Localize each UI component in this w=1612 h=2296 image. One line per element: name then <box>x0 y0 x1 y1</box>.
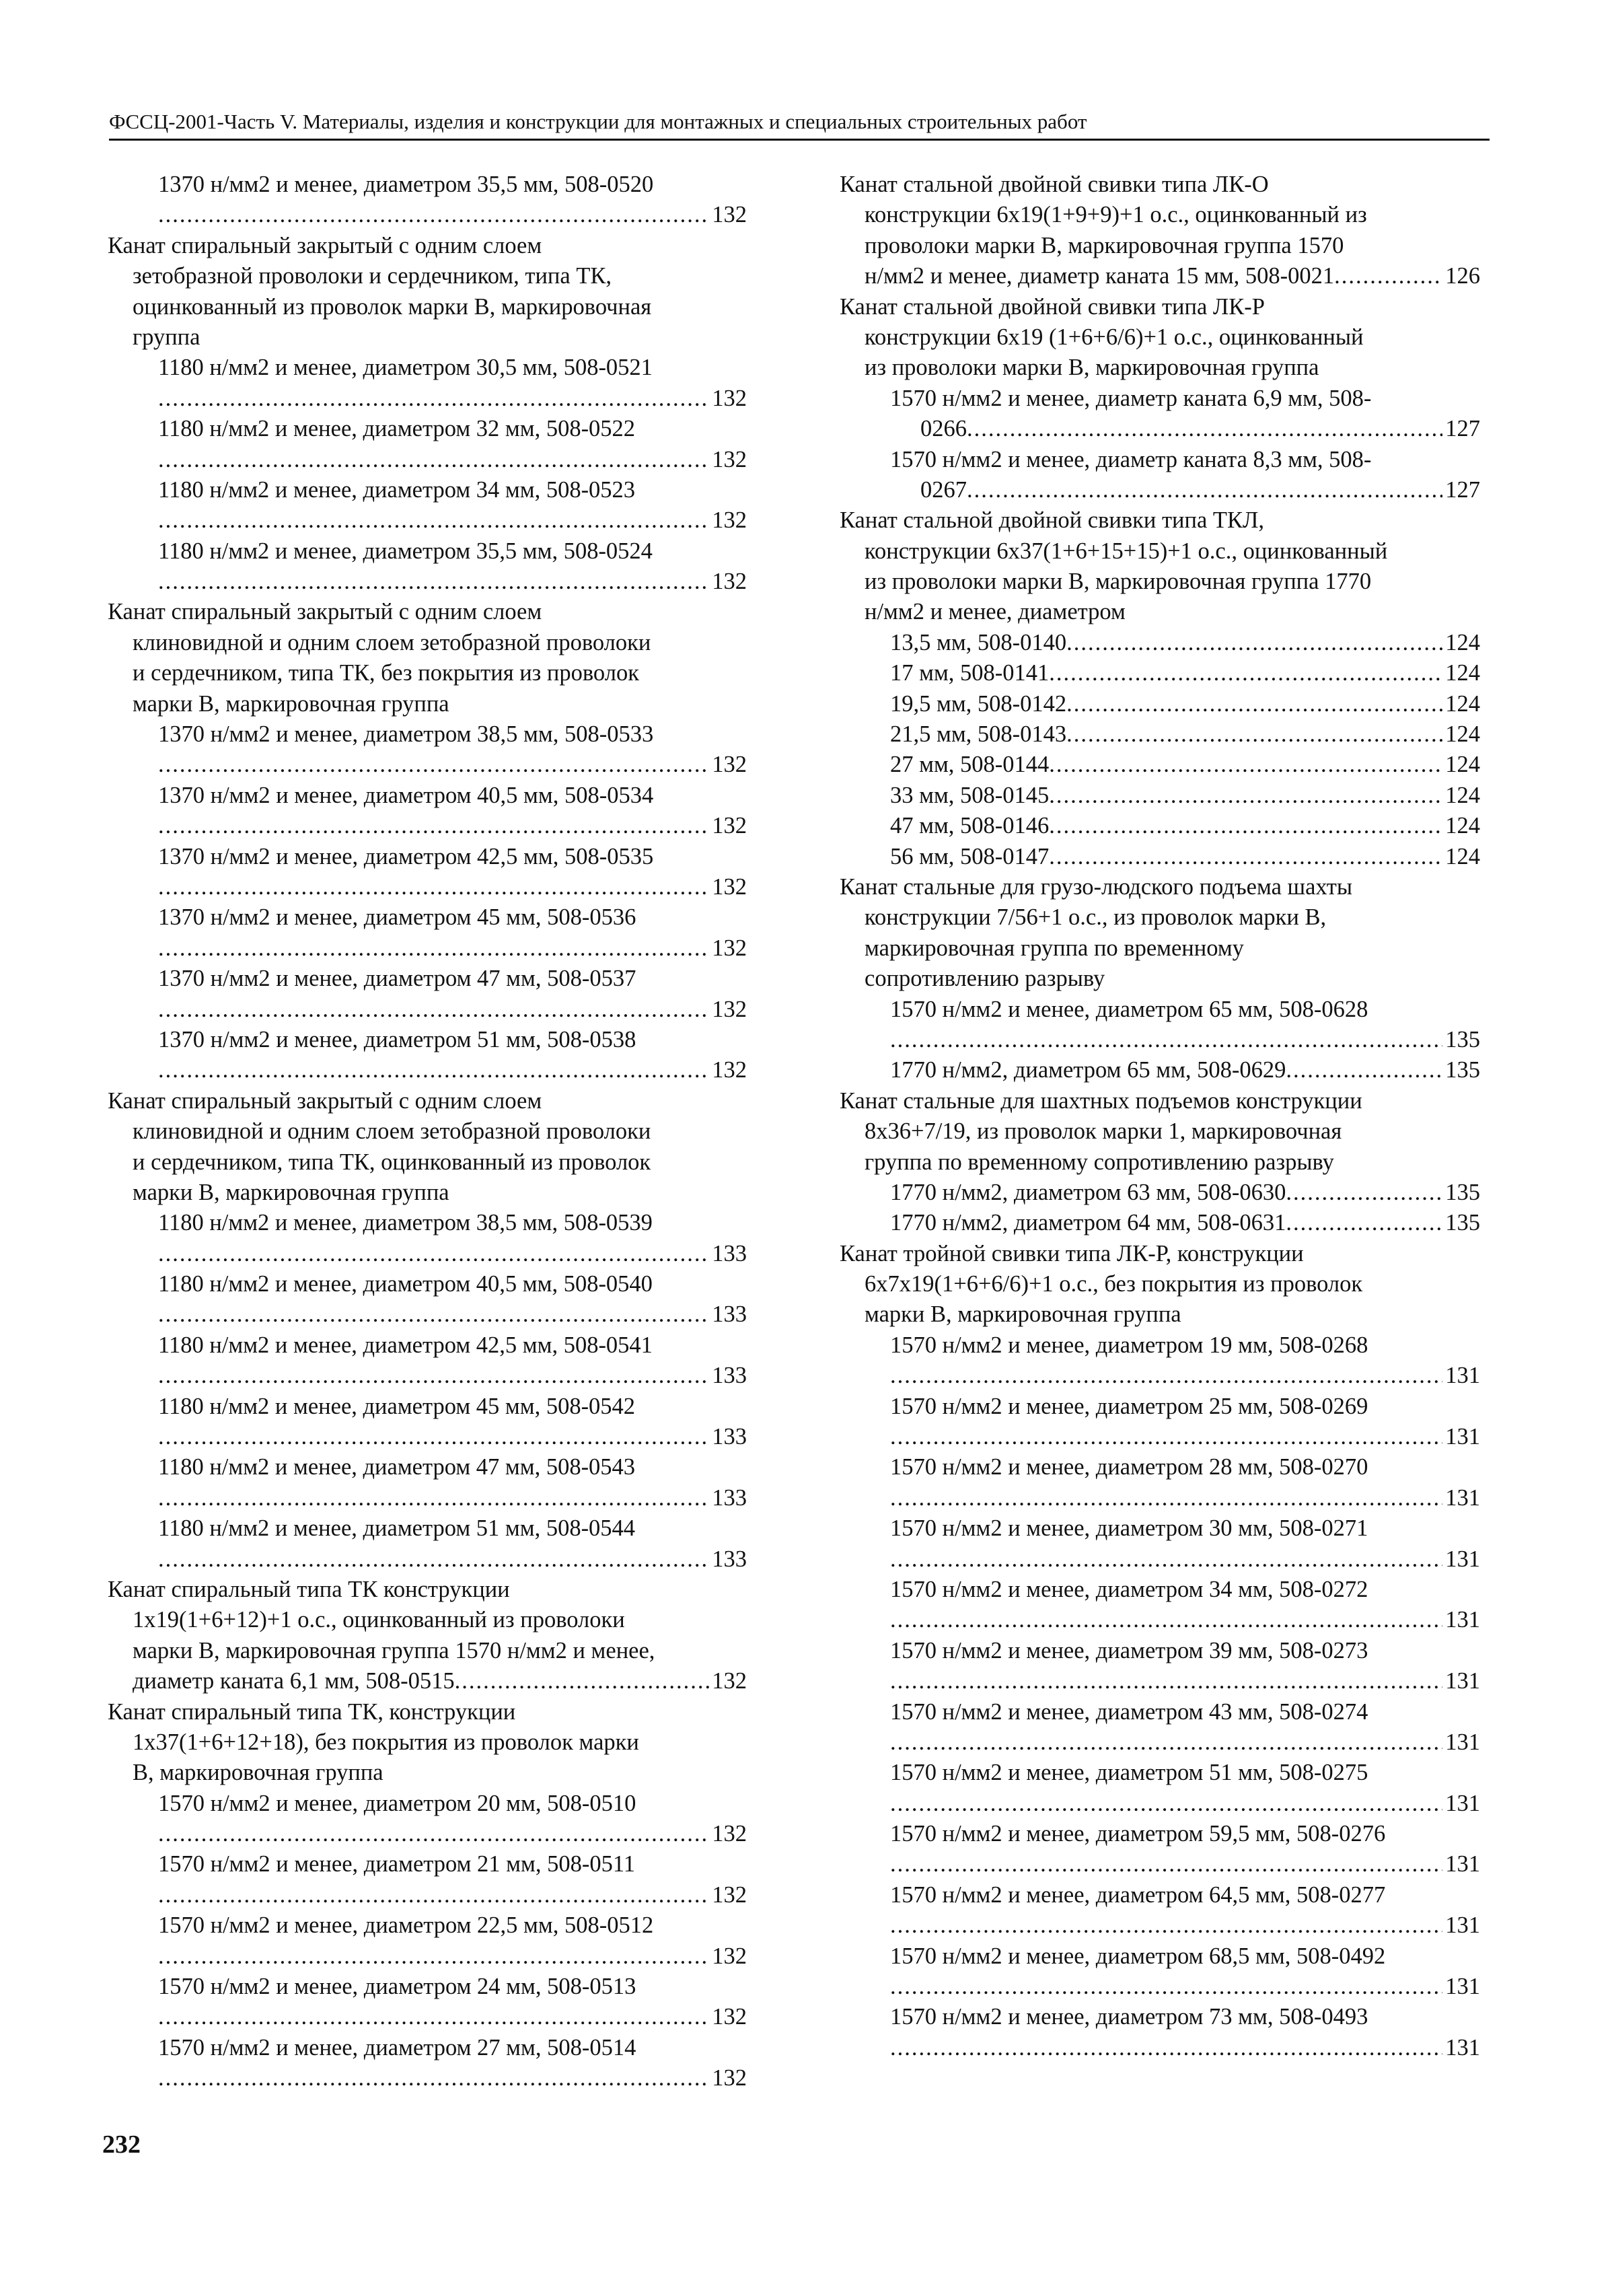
dot-leader <box>1334 261 1442 291</box>
index-subentry: 1570 н/мм2 и менее, диаметром 43 мм, 508-0274 <box>890 1698 1368 1725</box>
index-heading-line: оцинкованный из проволок марки В, маркировочная <box>133 293 652 320</box>
index-entry-page-line <box>102 384 747 414</box>
index-heading-line: группа по временному сопротивлению разрыву <box>865 1149 1334 1175</box>
index-subentry: 1570 н/мм2 и менее, диаметром 30 мм, 508-0271 <box>890 1515 1368 1542</box>
index-page-ref: 127 <box>1445 476 1480 503</box>
dot-leader <box>158 933 709 964</box>
index-entry-page-line <box>834 1849 1480 1879</box>
index-page-ref: 133 <box>712 1484 747 1511</box>
index-page-ref: 124 <box>1445 782 1480 808</box>
dot-leader <box>967 414 1442 444</box>
index-entry-page-line <box>834 689 1480 719</box>
index-heading-line: Канат стальной двойной свивки типа ЛК-О <box>840 172 1269 197</box>
index-heading-line: Канат стальные для грузо-людского подъема шахты <box>840 873 1353 900</box>
index-subentry: 1570 н/мм2 и менее, диаметром 65 мм, 508-0628 <box>890 996 1368 1022</box>
index-subentry: 1180 н/мм2 и менее, диаметром 42,5 мм, 508-0541 <box>158 1332 653 1358</box>
index-entry-page-line <box>102 505 747 536</box>
index-page-ref: 126 <box>1445 263 1480 289</box>
index-subentry: 1180 н/мм2 и менее, диаметром 32 мм, 508-0522 <box>158 416 636 442</box>
index-heading-line: конструкции 7/56+1 о.с., из проволок марки В, <box>865 904 1327 931</box>
index-page-ref: 131 <box>1445 1668 1480 1694</box>
dot-leader <box>158 811 709 841</box>
index-heading-line: 1x37(1+6+12+18), без покрытия из проволок марки <box>133 1729 639 1755</box>
index-subentry: 1370 н/мм2 и менее, диаметром 38,5 мм, 508-0533 <box>158 721 654 748</box>
index-entry-page-line <box>834 811 1480 841</box>
index-subentry: 1570 н/мм2 и менее, диаметром 28 мм, 508-0270 <box>890 1454 1368 1480</box>
index-entry-page-line <box>834 1910 1480 1941</box>
index-entry-page-line <box>834 1422 1480 1452</box>
dot-leader <box>158 1880 709 1910</box>
index-subentry: 1570 н/мм2 и менее, диаметром 21 мм, 508-0511 <box>158 1851 636 1877</box>
dot-leader <box>158 1483 709 1513</box>
index-page-ref: 133 <box>712 1363 747 1389</box>
index-page-ref: 131 <box>1445 1424 1480 1450</box>
index-heading-line: марки В, маркировочная группа <box>133 1179 449 1205</box>
index-subentry: 1570 н/мм2 и менее, диаметром 68,5 мм, 508-0492 <box>890 1943 1386 1969</box>
index-subentry: 1570 н/мм2 и менее, диаметром 19 мм, 508-0268 <box>890 1332 1368 1358</box>
dot-leader <box>158 1819 709 1849</box>
dot-leader <box>890 1910 1442 1941</box>
index-subentry: 1570 н/мм2 и менее, диаметром 59,5 мм, 508-0276 <box>890 1821 1386 1847</box>
index-heading-line: конструкции 6x19(1+9+9)+1 о.с., оцинкованный из <box>865 202 1367 228</box>
index-entry-page-line <box>102 1819 747 1849</box>
dot-leader <box>967 475 1442 505</box>
index-subentry: 1570 н/мм2 и менее, диаметром 27 мм, 508-0514 <box>158 2034 636 2060</box>
index-subentry: 1570 н/мм2 и менее, диаметр каната 8,3 мм, 508- <box>890 446 1372 472</box>
page-number: 232 <box>102 2130 141 2159</box>
index-page-ref: 131 <box>1445 1851 1480 1877</box>
dot-leader <box>890 1483 1442 1513</box>
index-page-ref: 135 <box>1445 1179 1480 1205</box>
index-entry-page-line <box>834 1789 1480 1819</box>
index-entry-page-line <box>834 750 1480 780</box>
index-entry-page-line <box>102 933 747 964</box>
index-heading-line: 8x36+7/19, из проволок марки 1, маркировочная <box>865 1118 1342 1145</box>
index-page-ref: 131 <box>1445 1974 1480 2000</box>
index-subentry: 1180 н/мм2 и менее, диаметром 45 мм, 508-0542 <box>158 1393 636 1419</box>
index-heading-line: н/мм2 и менее, диаметром <box>865 599 1126 625</box>
index-page-ref: 132 <box>712 569 747 595</box>
dot-leader <box>1286 1208 1442 1238</box>
index-page-ref: 124 <box>1445 813 1480 839</box>
dot-leader <box>1286 1055 1442 1085</box>
index-page-ref: 132 <box>712 935 747 961</box>
dot-leader <box>158 995 709 1025</box>
index-heading-line: конструкции 6x19 (1+6+6/6)+1 о.с., оцинкованный <box>865 324 1364 350</box>
index-page-ref: 127 <box>1445 416 1480 442</box>
index-entry-page-line <box>834 1208 1480 1238</box>
index-entry-page-line <box>102 200 747 230</box>
index-page-ref: 132 <box>712 385 747 411</box>
index-entry-text: 17 мм, 508-0141 <box>890 660 1050 686</box>
dot-leader <box>158 200 709 230</box>
dot-leader <box>1286 1178 1442 1208</box>
dot-leader <box>158 1422 709 1452</box>
index-page-ref: 133 <box>712 1240 747 1266</box>
index-subentry: 1180 н/мм2 и менее, диаметром 40,5 мм, 508-0540 <box>158 1271 653 1297</box>
index-heading-line: Канат спиральный закрытый с одним слоем <box>108 599 542 625</box>
dot-leader <box>1066 719 1442 750</box>
index-entry-page-line <box>834 1727 1480 1758</box>
index-entry-text: 13,5 мм, 508-0140 <box>890 629 1067 655</box>
index-subentry: 1370 н/мм2 и менее, диаметром 42,5 мм, 508-0535 <box>158 843 654 869</box>
index-entry-page-line <box>102 1941 747 1972</box>
index-column-left <box>102 170 747 2094</box>
index-heading-line: 6x7x19(1+6+6/6)+1 о.с., без покрытия из проволок <box>865 1271 1363 1297</box>
index-subentry: 1370 н/мм2 и менее, диаметром 35,5 мм, 508-0520 <box>158 172 654 197</box>
dot-leader <box>890 1849 1442 1879</box>
index-entry-text: 1770 н/мм2, диаметром 64 мм, 508-0631 <box>890 1210 1286 1236</box>
dot-leader <box>890 1605 1442 1635</box>
index-heading-line: конструкции 6x37(1+6+15+15)+1 о.с., оцинкованный <box>865 538 1388 564</box>
index-heading-line: из проволоки марки В, маркировочная группа <box>865 355 1319 381</box>
index-entry-page-line <box>834 781 1480 811</box>
dot-leader <box>1049 811 1442 841</box>
index-subentry: 1370 н/мм2 и менее, диаметром 51 мм, 508-0538 <box>158 1026 636 1052</box>
dot-leader <box>1049 658 1442 688</box>
dot-leader <box>890 1972 1442 2002</box>
index-page-ref: 135 <box>1445 1057 1480 1083</box>
index-heading-line: марки В, маркировочная группа 1570 н/мм2 и менее, <box>133 1637 655 1663</box>
dot-leader <box>158 872 709 902</box>
index-entry-text: 1770 н/мм2, диаметром 63 мм, 508-0630 <box>890 1179 1286 1205</box>
index-entry-page-line <box>102 872 747 902</box>
index-entry-page-line <box>834 1605 1480 1635</box>
index-page-ref: 133 <box>712 1546 747 1572</box>
dot-leader <box>890 1361 1442 1391</box>
index-subentry: 1370 н/мм2 и менее, диаметром 45 мм, 508-0536 <box>158 904 636 931</box>
index-entry-text: 19,5 мм, 508-0142 <box>890 690 1067 717</box>
index-page-ref: 132 <box>712 1943 747 1969</box>
index-entry-page-line <box>102 567 747 597</box>
index-heading-line: зетобразной проволоки и сердечником, типа ТК, <box>133 263 612 289</box>
index-heading-line: Канат стальные для шахтных подъемов конструкции <box>840 1087 1362 1114</box>
index-heading-line: и сердечником, типа ТК, без покрытия из проволок <box>133 660 639 686</box>
dot-leader <box>890 1727 1442 1758</box>
index-subentry: 1570 н/мм2 и менее, диаметром 24 мм, 508-0513 <box>158 1974 636 2000</box>
index-page-ref: 132 <box>712 813 747 839</box>
index-page-ref: 131 <box>1445 1729 1480 1755</box>
index-heading-line: группа <box>133 324 200 350</box>
index-subentry: 1180 н/мм2 и менее, диаметром 35,5 мм, 508-0524 <box>158 538 653 564</box>
index-entry-page-line <box>834 1972 1480 2002</box>
index-entry-page-line <box>834 628 1480 658</box>
index-entry-text: 0266 <box>920 416 967 442</box>
index-entry-page-line <box>102 750 747 780</box>
index-subentry: 1570 н/мм2 и менее, диаметром 64,5 мм, 508-0277 <box>890 1881 1386 1908</box>
index-page-ref: 135 <box>1445 1210 1480 1236</box>
index-entry-page-line <box>834 719 1480 750</box>
index-page-ref: 132 <box>712 2004 747 2030</box>
running-header: ФССЦ-2001-Часть V. Материалы, изделия и конструкции для монтажных и специальных строительных работ <box>109 108 1490 141</box>
index-page-ref: 124 <box>1445 752 1480 778</box>
index-subentry: 1180 н/мм2 и менее, диаметром 38,5 мм, 508-0539 <box>158 1210 653 1236</box>
index-page-ref: 132 <box>712 507 747 534</box>
index-entry-page-line <box>102 2063 747 2093</box>
index-heading-line: В, маркировочная группа <box>133 1760 383 1786</box>
index-heading-line: маркировочная группа по временному <box>865 935 1244 961</box>
index-page-ref: 132 <box>712 873 747 900</box>
index-entry-page-line <box>834 475 1480 505</box>
index-entry-page-line <box>834 1544 1480 1575</box>
dot-leader <box>1066 689 1442 719</box>
dot-leader <box>158 2002 709 2032</box>
index-entry-page-line <box>102 1422 747 1452</box>
index-entry-page-line <box>102 995 747 1025</box>
index-entry-page-line <box>834 658 1480 688</box>
index-page-ref: 132 <box>712 752 747 778</box>
dot-leader <box>455 1666 710 1696</box>
index-entry-page-line <box>102 1299 747 1330</box>
index-entry-text: 1770 н/мм2, диаметром 65 мм, 508-0629 <box>890 1057 1286 1083</box>
index-subentry: 1180 н/мм2 и менее, диаметром 47 мм, 508-0543 <box>158 1454 636 1480</box>
index-page-ref: 132 <box>712 202 747 228</box>
dot-leader <box>1049 750 1442 780</box>
index-entry-text: 0267 <box>920 476 967 503</box>
dot-leader <box>158 2063 709 2093</box>
index-entry-page-line <box>834 261 1480 291</box>
index-heading-line: марки В, маркировочная группа <box>133 690 449 717</box>
index-page-ref: 133 <box>712 1424 747 1450</box>
index-heading-line: клиновидной и одним слоем зетобразной проволоки <box>133 1118 651 1145</box>
index-entry-page-line <box>834 842 1480 872</box>
index-page-ref: 124 <box>1445 690 1480 717</box>
dot-leader <box>158 445 709 475</box>
index-heading-line: Канат спиральный типа ТК конструкции <box>108 1576 510 1602</box>
index-page-ref: 132 <box>712 2065 747 2091</box>
index-subentry: 1570 н/мм2 и менее, диаметром 39 мм, 508-0273 <box>890 1637 1368 1663</box>
index-entry-page-line <box>834 414 1480 444</box>
index-entry-page-line <box>834 1483 1480 1513</box>
index-entry-page-line <box>102 811 747 841</box>
index-subentry: 1570 н/мм2 и менее, диаметром 34 мм, 508-0272 <box>890 1576 1368 1602</box>
index-subentry: 1570 н/мм2 и менее, диаметром 22,5 мм, 508-0512 <box>158 1912 654 1939</box>
dot-leader <box>158 1361 709 1391</box>
index-subentry: 1370 н/мм2 и менее, диаметром 40,5 мм, 508-0534 <box>158 782 654 808</box>
index-entry-page-line <box>102 1666 747 1696</box>
index-entry-text: 27 мм, 508-0144 <box>890 752 1050 778</box>
index-entry-text: 21,5 мм, 508-0143 <box>890 721 1067 748</box>
index-page-ref: 132 <box>712 996 747 1022</box>
index-entry-page-line <box>102 1483 747 1513</box>
index-heading-line: 1x19(1+6+12)+1 о.с., оцинкованный из проволоки <box>133 1607 625 1633</box>
dot-leader <box>890 1025 1442 1055</box>
index-entry-page-line <box>102 1880 747 1910</box>
index-entry-page-line <box>102 1055 747 1085</box>
index-entry-page-line <box>102 2002 747 2032</box>
index-page-ref: 132 <box>712 1057 747 1083</box>
dot-leader <box>158 384 709 414</box>
index-page-ref: 131 <box>1445 1484 1480 1511</box>
index-subentry: 1180 н/мм2 и менее, диаметром 30,5 мм, 508-0521 <box>158 355 653 381</box>
index-entry-text: 33 мм, 508-0145 <box>890 782 1050 808</box>
index-subentry: 1570 н/мм2 и менее, диаметром 25 мм, 508-0269 <box>890 1393 1368 1419</box>
index-page-ref: 135 <box>1445 1026 1480 1052</box>
index-subentry: 1180 н/мм2 и менее, диаметром 34 мм, 508-0523 <box>158 476 636 503</box>
index-heading-line: Канат спиральный закрытый с одним слоем <box>108 1087 542 1114</box>
dot-leader <box>1049 781 1442 811</box>
index-entry-page-line <box>834 1025 1480 1055</box>
index-heading-line: сопротивлению разрыву <box>865 966 1105 992</box>
index-page-ref: 132 <box>712 446 747 472</box>
index-heading-line: Канат стальной двойной свивки типа ЛК-Р <box>840 293 1265 320</box>
dot-leader <box>158 505 709 536</box>
index-heading-line: из проволоки марки В, маркировочная группа 1770 <box>865 569 1372 595</box>
dot-leader <box>158 567 709 597</box>
index-page-ref: 132 <box>712 1668 747 1694</box>
index-heading-line: Канат спиральный типа ТК, конструкции <box>108 1698 516 1725</box>
index-entry-page-line <box>834 1178 1480 1208</box>
dot-leader <box>158 1544 709 1575</box>
dot-leader <box>890 1544 1442 1575</box>
dot-leader <box>1066 628 1442 658</box>
index-page-ref: 131 <box>1445 1790 1480 1816</box>
index-page-ref: 124 <box>1445 660 1480 686</box>
index-entry-text: 47 мм, 508-0146 <box>890 813 1050 839</box>
index-page-ref: 133 <box>712 1301 747 1328</box>
index-heading-line: Канат спиральный закрытый с одним слоем <box>108 232 542 258</box>
index-heading-line: и сердечником, типа ТК, оцинкованный из проволок <box>133 1149 651 1175</box>
index-page-ref: 124 <box>1445 721 1480 748</box>
dot-leader <box>158 1239 709 1269</box>
index-subentry: 1570 н/мм2 и менее, диаметр каната 6,9 мм, 508- <box>890 385 1372 411</box>
index-subentry: 1570 н/мм2 и менее, диаметром 51 мм, 508-0275 <box>890 1760 1368 1786</box>
dot-leader <box>890 1666 1442 1696</box>
index-heading-line: клиновидной и одним слоем зетобразной проволоки <box>133 629 651 655</box>
index-heading-line: проволоки марки В, маркировочная группа 1570 <box>865 232 1344 258</box>
index-entry-text: 56 мм, 508-0147 <box>890 843 1050 869</box>
index-page-ref: 131 <box>1445 1546 1480 1572</box>
index-entry-page-line <box>834 1055 1480 1085</box>
index-heading-line: Канат стальной двойной свивки типа ТКЛ, <box>840 507 1265 534</box>
index-subentry: 1180 н/мм2 и менее, диаметром 51 мм, 508-0544 <box>158 1515 636 1542</box>
index-heading-line: Канат тройной свивки типа ЛК-Р, конструкции <box>840 1240 1304 1266</box>
dot-leader <box>158 750 709 780</box>
index-subentry: 1570 н/мм2 и менее, диаметром 20 мм, 508-0510 <box>158 1790 636 1816</box>
index-entry-page-line <box>102 1361 747 1391</box>
index-column-right <box>834 170 1480 2063</box>
index-entry-page-line <box>102 445 747 475</box>
dot-leader <box>1049 842 1442 872</box>
dot-leader <box>890 1422 1442 1452</box>
index-page-ref: 124 <box>1445 843 1480 869</box>
index-page-ref: 131 <box>1445 1912 1480 1939</box>
index-entry-text: н/мм2 и менее, диаметр каната 15 мм, 508-0021 <box>865 263 1335 289</box>
index-page-ref: 124 <box>1445 629 1480 655</box>
index-subentry: 1570 н/мм2 и менее, диаметром 73 мм, 508-0493 <box>890 2004 1368 2030</box>
index-page-ref: 131 <box>1445 1363 1480 1389</box>
index-entry-page-line <box>834 2033 1480 2063</box>
index-entry-page-line <box>102 1544 747 1575</box>
index-page-ref: 131 <box>1445 1607 1480 1633</box>
index-page-ref: 131 <box>1445 2034 1480 2060</box>
index-entry-text: диаметр каната 6,1 мм, 508-0515 <box>133 1668 455 1694</box>
index-entry-page-line <box>834 1361 1480 1391</box>
index-page-ref: 132 <box>712 1881 747 1908</box>
dot-leader <box>890 1789 1442 1819</box>
index-subentry: 1370 н/мм2 и менее, диаметром 47 мм, 508-0537 <box>158 966 636 992</box>
dot-leader <box>890 2033 1442 2063</box>
dot-leader <box>158 1941 709 1972</box>
index-entry-page-line <box>834 1666 1480 1696</box>
dot-leader <box>158 1055 709 1085</box>
index-heading-line: марки В, маркировочная группа <box>865 1301 1181 1328</box>
index-entry-page-line <box>102 1239 747 1269</box>
index-page-ref: 132 <box>712 1821 747 1847</box>
dot-leader <box>158 1299 709 1330</box>
